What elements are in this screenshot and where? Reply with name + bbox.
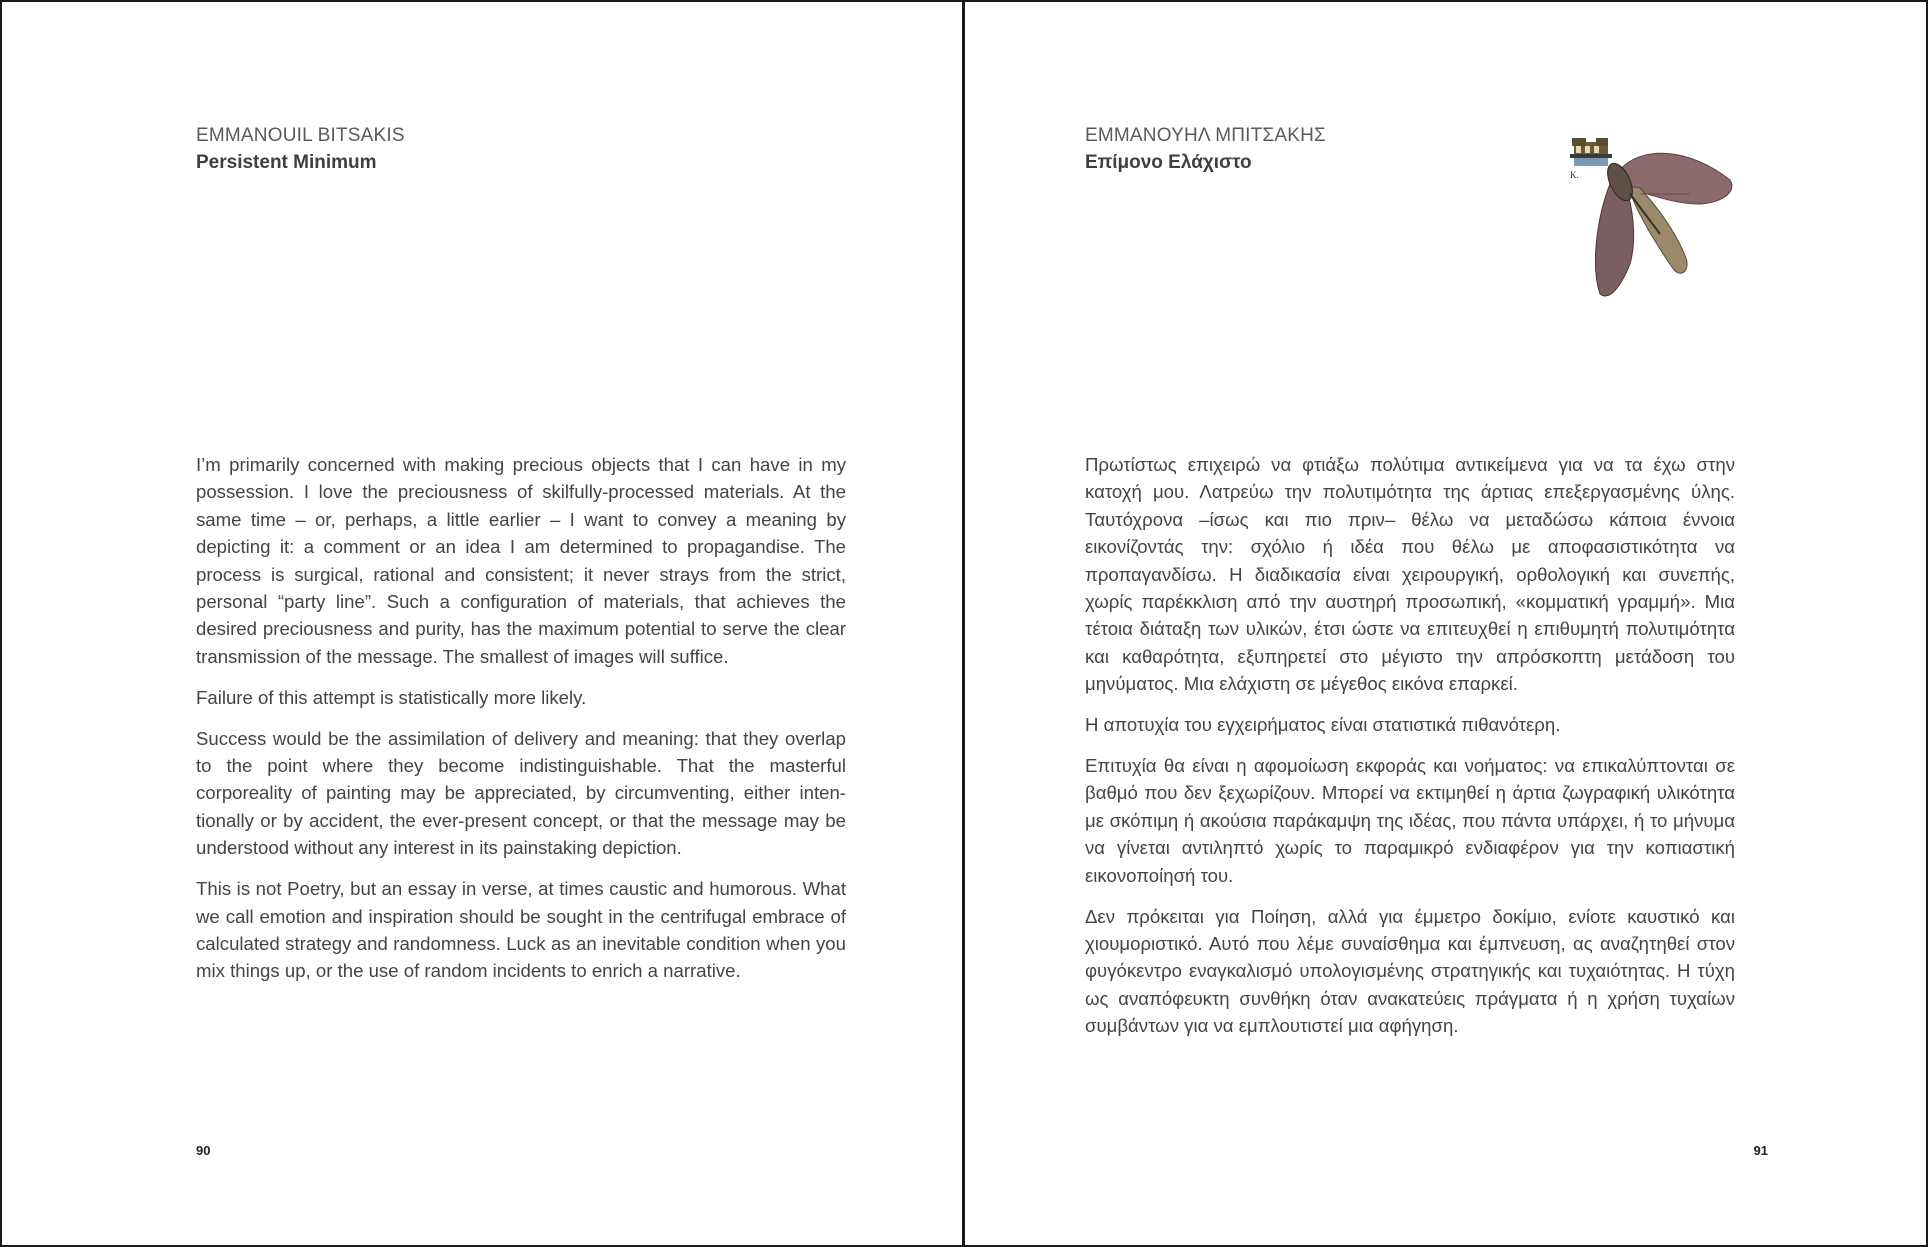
- moth-illustration: [1570, 124, 1740, 302]
- paragraph: Πρωτίστως επιχειρώ να φτιάξω πολύτιμα αντικείμενα για να τα έχω στην κατοχή μου. Λατρεύω την πολυτιμότητα της άρτιας επεξεργασμένης ύλης. Ταυτόχρονα –ίσως και πιο πριν– θέλω να μεταδώσω κάποια έννοια εικονίζοντάς την: σχόλιο ή ιδέα που θέλω με αποφασιστικότητα να προπαγανδίσω. Η διαδικασία είναι χειρουργική, ορθολογική και συνεπής, χωρίς παρέκκλιση από την αυστηρή προσωπική, «κομματική γραμμή». Μια τέτοια διάταξη των υλικών, έτσι ώστε να επιτευχθεί η επιθυμητή πολυτιμότητα και καθαρότητα, εξυπηρετεί στο μέγιστο την απρόσκοπτη μετάδοση του μηνύματος. Μια ελάχιστη σε μέγεθος εικόνα επαρκεί.: [1085, 454, 1735, 695]
- author-name: EMMANOUIL BITSAKIS: [196, 125, 405, 146]
- paragraph: Success would be the assimilation of delivery and meaning: that they overlap to the point where they become indistinguishable. That the masterful corporeality of painting may be appreciated, by circumventing, either intentionally or by accident, the ever-present concept, or that the message may be understood without any interest in its painstaking depiction.: [196, 727, 846, 859]
- page-number: 90: [196, 1143, 211, 1158]
- paragraph: Δεν πρόκειται για Ποίηση, αλλά για έμμετρο δοκίμιο, ενίοτε καυστικό και χιουμοριστικό. Αυτό που λέμε συναίσθημα και έμπνευση, ας αναζητηθεί στον φυγόκεντρο εναγκαλισμό υπολογισμένης στρατηγικής και τυχαιότητας. Η τύχη ως αναπόφευκτη συνθήκη όταν ανακατεύεις πράγματα ή η χρήση τυχαίων συμβάντων για να εμπλουτιστεί μια αφήγηση.: [1085, 905, 1735, 1037]
- building-drawing: [1570, 138, 1612, 166]
- author-name: ΕΜΜΑΝΟΥΗΛ ΜΠΙΤΣΑΚΗΣ: [1085, 125, 1326, 146]
- essay-body: [1085, 451, 1735, 1053]
- essay-title: Persistent Minimum: [196, 152, 377, 173]
- signature-mark: K.: [1570, 170, 1579, 180]
- paragraph: Η αποτυχία του εγχειρήματος είναι στατιστικά πιθανότερη.: [1085, 714, 1561, 736]
- essay-title: Επίμονο Ελάχιστο: [1085, 152, 1252, 173]
- right-page: [963, 0, 1928, 1247]
- paragraph: This is not Poetry, but an essay in verse, at times caustic and humorous. What we call emotion and inspiration should be sought in the centrifugal embrace of calculated strategy and randomness. Luck as an inevitable condition when you mix things up, or the use of random incidents to enrich a narrative.: [196, 878, 846, 982]
- paragraph: I’m primarily concerned with making precious objects that I can have in my possession. I love the preciousness of skilfully-processed materials. At the same time – or, perhaps, a little earlier – I want to convey a meaning by depicting it: a comment or an idea I am determined to propagandise. The process is surgical, rational and consistent; it never strays from the strict, personal “party line”. Such a configuration of materials, that achieves the desired preciousness and purity, has the maximum potential to serve the clear transmission of the message. The smallest of images will suffice.: [196, 454, 846, 667]
- essay-body: [196, 451, 846, 998]
- moth-drawing: [1595, 153, 1731, 296]
- paragraph: Failure of this attempt is statistically more likely.: [196, 686, 587, 708]
- page-number: 91: [1753, 1143, 1768, 1158]
- paragraph: Επιτυχία θα είναι η αφομοίωση εκφοράς και νοήματος: να επικαλύπτονται σε βαθμό που δεν ξεχωρίζουν. Μπορεί να εκτιμηθεί η άρτια ζωγραφική υλικότητα με σκόπιμη ή ακούσια παράκαμψη της ιδέας, που πάντα υπάρχει, ή το μήνυμα να γίνεται αντιληπτό χωρίς το παραμικρό ενδιαφέρον για την κοπιαστική εικονοποίησή του.: [1085, 755, 1735, 886]
